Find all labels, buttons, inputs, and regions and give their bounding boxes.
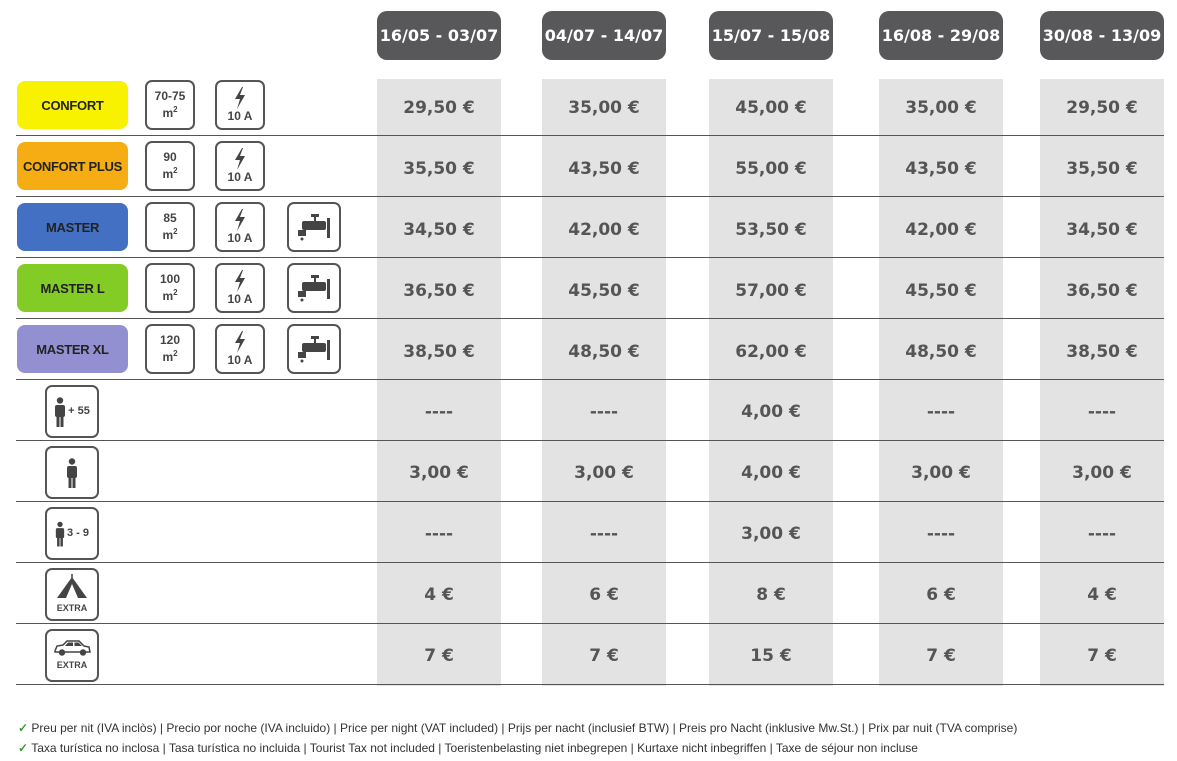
price-cell: 53,50 € (735, 220, 807, 240)
price-cell: 43,50 € (568, 159, 640, 179)
area-value: 120 (159, 333, 181, 347)
price-cell: 7 € (424, 646, 454, 666)
water-tap-box (287, 263, 341, 313)
note-tourist-tax (18, 741, 918, 755)
price-cell: 4 € (1087, 585, 1117, 605)
price-cell: 42,00 € (905, 220, 977, 240)
price-cell: 29,50 € (1066, 98, 1138, 118)
price-cell: 7 € (589, 646, 619, 666)
lightning-icon (233, 87, 247, 109)
price-cell: 62,00 € (735, 342, 807, 362)
row-divider (16, 684, 1164, 685)
power-label: 10 A (227, 231, 253, 245)
price-cell: ---- (589, 524, 619, 544)
area-unit: $m^2$ (162, 105, 178, 120)
extra-label: EXTRA (56, 660, 88, 670)
category-label: CONFORT PLUS (17, 142, 128, 190)
price-cell: 36,50 € (1066, 281, 1138, 301)
area-unit: $m^2$ (162, 166, 178, 181)
period-header: 04/07 - 14/07 (542, 11, 666, 60)
note-price-per-night (18, 721, 1017, 735)
note-text: Preu per nit (IVA inclòs) | Precio por noche (IVA incluido) | Price per night (VAT included) | Prijs per nacht (inclusief BTW) | Preis pro Nacht (inklusive Mw.St.) | Prix par nuit (TVA comprise) (31, 721, 1018, 735)
power-box (215, 80, 265, 130)
price-cell: 42,00 € (568, 220, 640, 240)
row-divider (16, 379, 1164, 380)
row-divider (16, 318, 1164, 319)
note-text: Taxa turística no inclosa | Tasa turística no incluida | Tourist Tax not included | Toeristenbelasting niet inbegrepen | Kurtaxe nicht inbegriffen | Taxe de séjour non incluse (31, 741, 918, 755)
price-cell: 3,00 € (574, 463, 634, 483)
person-senior-icon (54, 397, 66, 427)
price-cell: 35,00 € (905, 98, 977, 118)
price-cell: 34,50 € (403, 220, 475, 240)
person-box (45, 446, 99, 499)
price-cell: ---- (926, 402, 956, 422)
area-unit: $m^2$ (162, 349, 178, 364)
period-header: 16/08 - 29/08 (879, 11, 1003, 60)
price-cell: 35,50 € (403, 159, 475, 179)
water-tap-icon (296, 334, 332, 364)
price-cell: 4 € (424, 585, 454, 605)
extra-label: 3 - 9 (66, 527, 89, 539)
price-cell: 36,50 € (403, 281, 475, 301)
category-label: MASTER L (17, 264, 128, 312)
lightning-icon (233, 270, 247, 292)
power-box (215, 324, 265, 374)
power-label: 10 A (227, 170, 253, 184)
price-cell: 45,00 € (735, 98, 807, 118)
extra-label: + 55 (68, 405, 90, 417)
person-icon (66, 458, 78, 488)
area-box (145, 80, 195, 130)
area-unit: $m^2$ (162, 288, 178, 303)
price-cell: 3,00 € (409, 463, 469, 483)
lightning-icon (233, 148, 247, 170)
period-header: 15/07 - 15/08 (709, 11, 833, 60)
price-cell: ---- (424, 402, 454, 422)
price-cell: 38,50 € (403, 342, 475, 362)
category-label: MASTER (17, 203, 128, 251)
check-icon: ✓ (18, 721, 29, 735)
period-header: 30/08 - 13/09 (1040, 11, 1164, 60)
area-unit: $m^2$ (162, 227, 178, 242)
row-divider (16, 501, 1164, 502)
water-tap-box (287, 324, 341, 374)
power-label: 10 A (227, 353, 253, 367)
price-cell: 3,00 € (741, 524, 801, 544)
price-cell: 6 € (589, 585, 619, 605)
water-tap-icon (296, 212, 332, 242)
car-box (45, 629, 99, 682)
water-tap-icon (296, 273, 332, 303)
category-label: CONFORT (17, 81, 128, 129)
power-box (215, 141, 265, 191)
area-box (145, 263, 195, 313)
price-cell: 57,00 € (735, 281, 807, 301)
price-cell: 35,50 € (1066, 159, 1138, 179)
area-value: 90 (163, 150, 177, 164)
price-cell: ---- (589, 402, 619, 422)
power-label: 10 A (227, 109, 253, 123)
category-label: MASTER XL (17, 325, 128, 373)
price-cell: 7 € (926, 646, 956, 666)
area-value: 100 (159, 272, 181, 286)
tent-box (45, 568, 99, 621)
price-cell: 55,00 € (735, 159, 807, 179)
price-cell: 34,50 € (1066, 220, 1138, 240)
row-divider (16, 135, 1164, 136)
power-label: 10 A (227, 292, 253, 306)
price-cell: 38,50 € (1066, 342, 1138, 362)
lightning-icon (233, 209, 247, 231)
price-cell: ---- (424, 524, 454, 544)
price-cell: 6 € (926, 585, 956, 605)
water-tap-box (287, 202, 341, 252)
row-divider (16, 562, 1164, 563)
price-cell: ---- (1087, 402, 1117, 422)
price-cell: 43,50 € (905, 159, 977, 179)
area-box (145, 141, 195, 191)
price-cell: 45,50 € (905, 281, 977, 301)
row-divider (16, 440, 1164, 441)
price-cell: 4,00 € (741, 463, 801, 483)
price-cell: 48,50 € (905, 342, 977, 362)
car-icon (53, 639, 91, 657)
person-child-box (45, 507, 99, 560)
check-icon: ✓ (18, 741, 29, 755)
price-cell: 29,50 € (403, 98, 475, 118)
price-cell: ---- (1087, 524, 1117, 544)
price-cell: 15 € (750, 646, 792, 666)
price-cell: 3,00 € (911, 463, 971, 483)
row-divider (16, 623, 1164, 624)
area-value: 70-75 (154, 89, 186, 103)
tent-icon (55, 574, 89, 600)
area-box (145, 324, 195, 374)
price-cell: 45,50 € (568, 281, 640, 301)
price-cell: 7 € (1087, 646, 1117, 666)
power-box (215, 202, 265, 252)
lightning-icon (233, 331, 247, 353)
price-cell: 48,50 € (568, 342, 640, 362)
person-senior-box (45, 385, 99, 438)
price-cell: 4,00 € (741, 402, 801, 422)
person-child-icon (55, 521, 65, 547)
price-cell: 35,00 € (568, 98, 640, 118)
row-divider (16, 196, 1164, 197)
price-cell: 8 € (756, 585, 786, 605)
price-cell: 3,00 € (1072, 463, 1132, 483)
row-divider (16, 257, 1164, 258)
price-cell: ---- (926, 524, 956, 544)
area-box (145, 202, 195, 252)
extra-label: EXTRA (56, 603, 88, 613)
period-header: 16/05 - 03/07 (377, 11, 501, 60)
power-box (215, 263, 265, 313)
area-value: 85 (163, 211, 177, 225)
